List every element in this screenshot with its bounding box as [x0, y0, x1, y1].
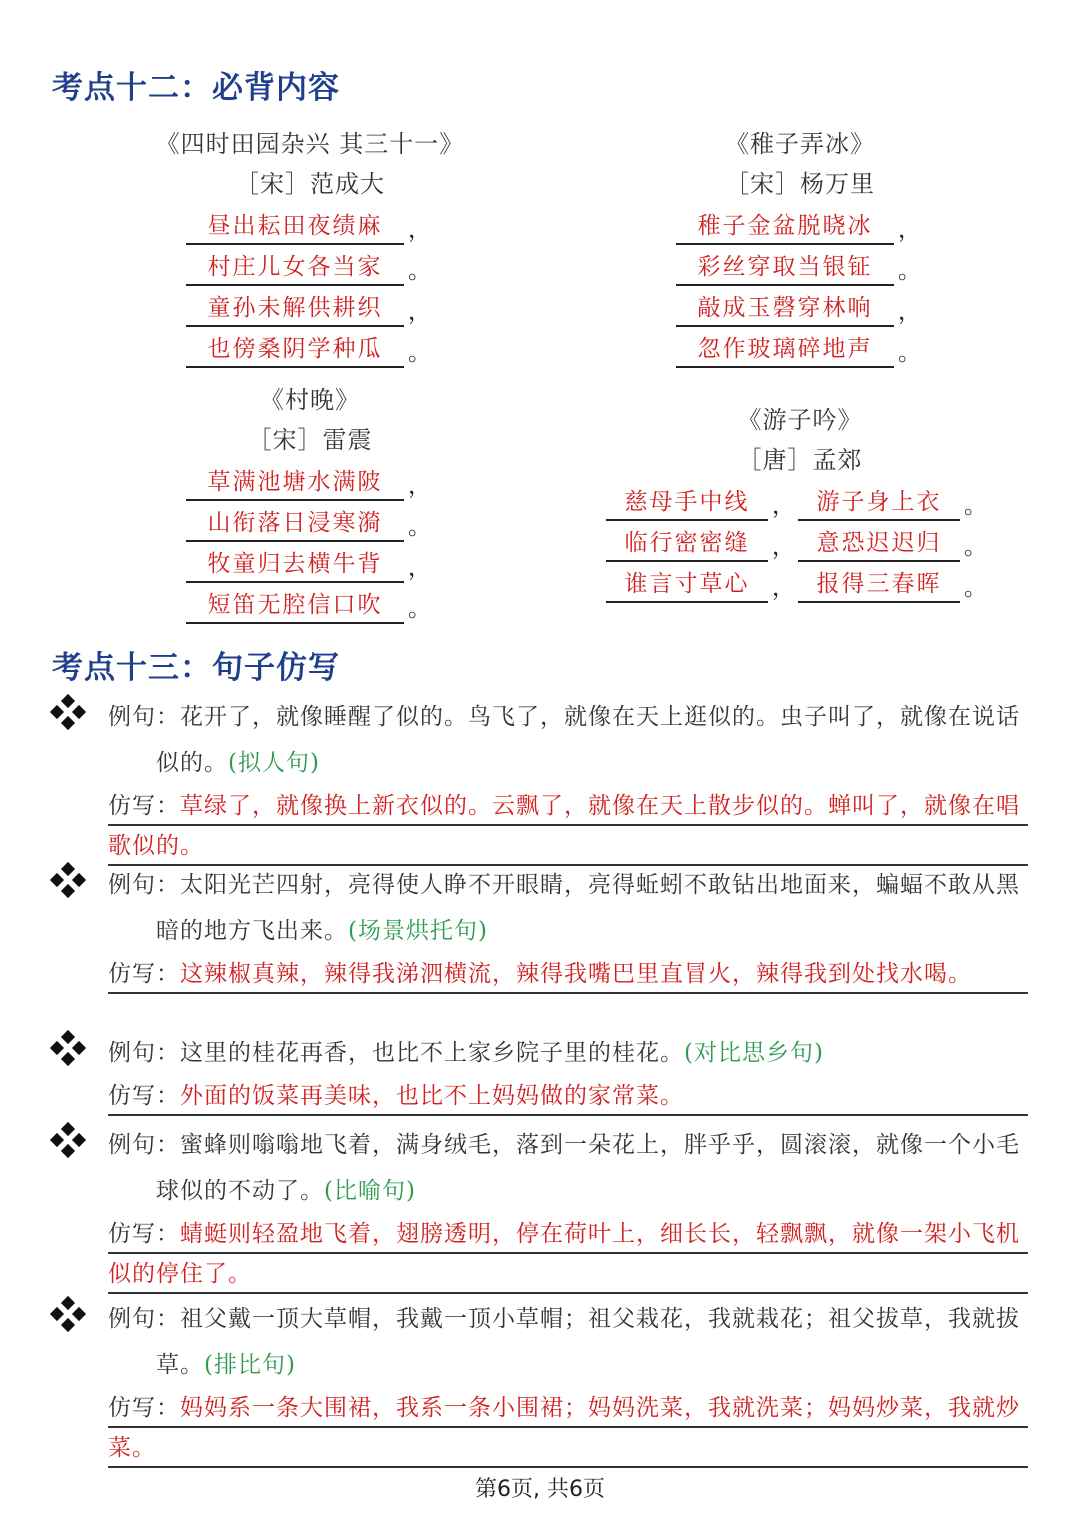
poem-line [140, 327, 480, 368]
poem-line-answer: 牧童归去横牛背 [186, 549, 404, 583]
punctuation: 。 [408, 258, 431, 284]
poem-line-answer: 敲成玉磬穿林响 [676, 293, 894, 327]
punctuation: 。 [964, 534, 987, 560]
poem-line [140, 286, 480, 327]
punctuation: 。 [964, 575, 987, 601]
poem-line-answer: 彩丝穿取当银钲 [676, 252, 894, 286]
poem-author: ［唐］孟郊 [737, 446, 863, 474]
poem-line-answer: 意恐迟迟归 [798, 528, 960, 562]
example-sentence [108, 1122, 1032, 1214]
poem-line-answer: 草满池塘水满陂 [186, 467, 404, 501]
poem-line [630, 327, 970, 368]
imitate-label: 仿写： [108, 1221, 180, 1247]
poem-line-answer: 童孙未解供耕织 [186, 293, 404, 327]
section-13-title: 考点十三：句子仿写 [52, 650, 340, 686]
imitate-label: 仿写： [108, 1395, 180, 1421]
punctuation: ， [772, 534, 795, 560]
poem-line [140, 583, 480, 624]
sentence-type-tag: (拟人句) [228, 750, 320, 776]
diamond-bullet-icon [52, 1298, 84, 1330]
imitation-answer [108, 1214, 1028, 1294]
poem-line [140, 245, 480, 286]
poem-village-evening [140, 380, 480, 624]
example-sentence [108, 862, 1032, 954]
poem-line [630, 286, 970, 327]
answer-text: 外面的饭菜再美味，也比不上妈妈做的家常菜。 [180, 1083, 684, 1109]
example-label: 例句： [108, 1132, 180, 1158]
example-text: 太阳光芒四射，亮得使人睁不开眼睛，亮得蚯蚓不敢钻出地面来，蝙蝠不敢从黑暗的地方飞出来。 [156, 872, 1020, 944]
poem-title: 《村晚》 [260, 386, 360, 414]
punctuation: ， [408, 555, 431, 581]
poem-child-ice [630, 124, 970, 368]
poem-line-answer: 游子身上衣 [798, 487, 960, 521]
poem-title: 《四时田园杂兴 其三十一》 [155, 130, 465, 158]
section-12-title: 考点十二：必背内容 [52, 70, 340, 106]
poem-wanderer [600, 400, 1000, 603]
poem-title: 《稚子弄冰》 [725, 130, 875, 158]
poem-line-answer: 报得三春晖 [798, 569, 960, 603]
poem-line [140, 460, 480, 501]
diamond-bullet-icon [52, 1124, 84, 1156]
poem-line-answer: 短笛无腔信口吹 [186, 590, 404, 624]
poem-line [140, 501, 480, 542]
poem-title: 《游子吟》 [737, 406, 863, 434]
punctuation: ， [408, 473, 431, 499]
punctuation: 。 [408, 596, 431, 622]
imitation-item [52, 1122, 1032, 1294]
poem-line [600, 521, 1000, 562]
imitation-item [52, 1030, 1032, 1116]
poem-line-answer: 山衔落日浸寒漪 [186, 508, 404, 542]
punctuation: 。 [964, 493, 987, 519]
punctuation: ， [772, 575, 795, 601]
example-label: 例句： [108, 1306, 180, 1332]
diamond-bullet-icon [52, 696, 84, 728]
diamond-bullet-icon [52, 864, 84, 896]
poem-author: ［宋］范成大 [235, 170, 385, 198]
punctuation: ， [408, 299, 431, 325]
punctuation: 。 [898, 258, 921, 284]
imitation-item [52, 694, 1032, 866]
imitate-label: 仿写： [108, 793, 180, 819]
imitation-answer [108, 786, 1028, 866]
example-text: 蜜蜂则嗡嗡地飞着，满身绒毛，落到一朵花上，胖乎乎，圆滚滚，就像一个小毛球似的不动了。 [156, 1132, 1020, 1204]
poem-line-answer: 稚子金盆脱晓冰 [676, 211, 894, 245]
poem-line-answer: 忽作玻璃碎地声 [676, 334, 894, 368]
poem-line [600, 480, 1000, 521]
poem-line-answer: 也傍桑阴学种瓜 [186, 334, 404, 368]
answer-text: 这辣椒真辣，辣得我涕泗横流，辣得我嘴巴里直冒火，辣得我到处找水喝。 [180, 961, 972, 987]
poem-line [140, 542, 480, 583]
example-sentence [108, 694, 1032, 786]
imitation-answer [108, 1388, 1028, 1468]
example-label: 例句： [108, 872, 180, 898]
answer-text: 妈妈系一条大围裙，我系一条小围裙；妈妈洗菜，我就洗菜；妈妈炒菜，我就炒菜。 [108, 1395, 1020, 1461]
imitation-item [52, 862, 1032, 994]
example-text: 花开了，就像睡醒了似的。鸟飞了，就像在天上逛似的。虫子叫了，就像在说话似的。 [156, 704, 1020, 776]
poem-line [140, 204, 480, 245]
punctuation: 。 [408, 340, 431, 366]
punctuation: ， [408, 217, 431, 243]
punctuation: 。 [408, 514, 431, 540]
imitation-answer [108, 954, 1028, 994]
poem-author: ［宋］雷震 [247, 426, 373, 454]
example-sentence [108, 1030, 1032, 1076]
example-sentence [108, 1296, 1032, 1388]
imitate-label: 仿写： [108, 1083, 180, 1109]
sentence-type-tag: (排比句) [204, 1352, 296, 1378]
poem-line-answer: 昼出耘田夜绩麻 [186, 211, 404, 245]
sentence-type-tag: (场景烘托句) [348, 918, 488, 944]
example-text: 祖父戴一顶大草帽，我戴一顶小草帽；祖父栽花，我就栽花；祖父拔草，我就拔草。 [156, 1306, 1020, 1378]
poem-line-answer: 慈母手中线 [606, 487, 768, 521]
poem-line-answer: 临行密密缝 [606, 528, 768, 562]
imitate-label: 仿写： [108, 961, 180, 987]
answer-text: 蜻蜓则轻盈地飞着，翅膀透明，停在荷叶上，细长长，轻飘飘，就像一架小飞机似的停住了。 [108, 1221, 1020, 1287]
punctuation: ， [898, 299, 921, 325]
poem-line [600, 562, 1000, 603]
page-footer: 第6页, 共6页 [475, 1477, 605, 1502]
example-text: 这里的桂花再香，也比不上家乡院子里的桂花。 [180, 1040, 684, 1066]
poem-line [630, 245, 970, 286]
imitation-item [52, 1296, 1032, 1468]
example-label: 例句： [108, 704, 180, 730]
sentence-type-tag: (对比思乡句) [684, 1040, 824, 1066]
punctuation: 。 [898, 340, 921, 366]
poem-line [630, 204, 970, 245]
imitation-answer [108, 1076, 1028, 1116]
poem-line-answer: 谁言寸草心 [606, 569, 768, 603]
punctuation: ， [898, 217, 921, 243]
poem-line-answer: 村庄儿女各当家 [186, 252, 404, 286]
poem-author: ［宋］杨万里 [725, 170, 875, 198]
punctuation: ， [772, 493, 795, 519]
sentence-type-tag: (比喻句) [324, 1178, 416, 1204]
diamond-bullet-icon [52, 1032, 84, 1064]
poem-four-seasons [140, 124, 480, 368]
example-label: 例句： [108, 1040, 180, 1066]
answer-text: 草绿了，就像换上新衣似的。云飘了，就像在天上散步似的。蝉叫了，就像在唱歌似的。 [108, 793, 1020, 859]
